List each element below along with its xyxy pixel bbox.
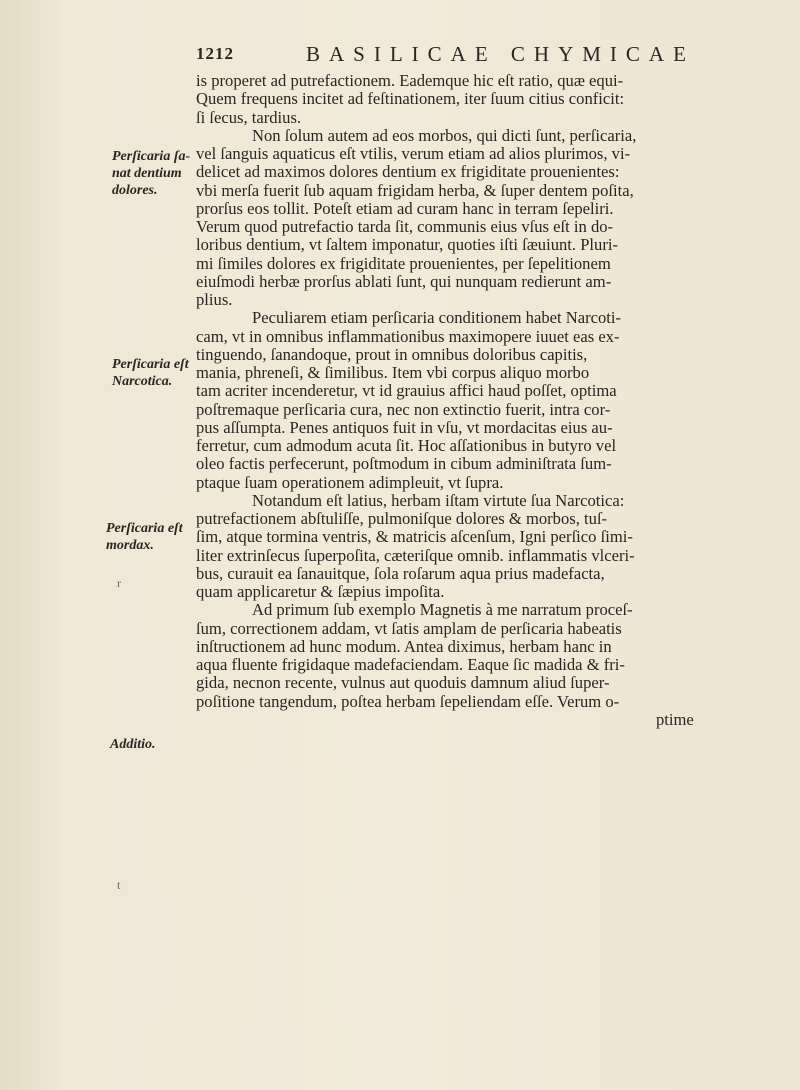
text-line: loribus dentium, vt ſaltem imponatur, quoties iſti ſæuiunt. Pluri- xyxy=(196,236,618,255)
stray-mark: t xyxy=(117,878,121,892)
text-line: cam, vt in omnibus inflammationibus maximopere iuuet eas ex- xyxy=(196,327,620,346)
text-line: prorſus eos tollit. Poteſt etiam ad curam hanc in terram ſepeliri. xyxy=(196,199,614,218)
paragraph-start-line: Non ſolum autem ad eos morbos, qui dicti ſunt, perſicaria, xyxy=(252,126,637,145)
text-line: aqua fluente frigidaque madefaciendam. Eaque ſic madida & fri- xyxy=(196,656,625,674)
text-line: pus aſſumpta. Penes antiquos fuit in vſu, vt mordacitas eius au- xyxy=(196,418,613,437)
text-line: Quem frequens incitet ad feſtinationem, iter ſuum citius conficit: xyxy=(196,90,625,109)
paragraph-start-line: Ad primum ſub exemplo Magnetis à me narratum proceſ- xyxy=(252,601,633,620)
text-line: is properet ad putrefactionem. Eademque hic eſt ratio, quæ equi- xyxy=(196,72,624,90)
text-line: gida, necnon recente, vulnus aut quoduis damnum aliud ſuper- xyxy=(196,674,610,693)
text-line: tinguendo, ſanandoque, prout in omnibus doloribus capitis, xyxy=(196,345,588,364)
text-line: oleo factis perfecerunt, poſtmodum in cibum adminiſtrata ſum- xyxy=(196,455,612,474)
text-line: mania, phreneſi, & ſimilibus. Item vbi corpus aliquo morbo xyxy=(196,364,590,382)
text-line: plius. xyxy=(196,291,233,309)
margin-note-dentium: Perſicaria ſa- nat dentium dolores. xyxy=(112,149,191,198)
text-line: mi ſimiles dolores ex frigiditate prouenientes, per ſepelitionem xyxy=(196,254,611,273)
text-line: vbi merſa fuerit ſub aquam frigidam herba, & ſuper dentem poſita, xyxy=(196,181,634,200)
text-line: tam acriter incenderetur, vt id grauius affici haud poſſet, optima xyxy=(196,382,617,401)
margin-note-additio: Additio. xyxy=(110,737,156,752)
text-line: delicet ad maximos dolores dentium ex frigiditate prouenientes: xyxy=(196,163,620,182)
text-line: liter extrinſecus ſuperpoſita, cæteriſque omnib. inflammatis vlceri- xyxy=(196,546,635,565)
margin-note-narcotica: Perſicaria eſt Narcotica. xyxy=(112,357,189,389)
text-line: inſtructionem ad hunc modum. Antea diximus, herbam hanc in xyxy=(196,637,612,656)
text-line: poſitione tangendum, poſtea herbam ſepeliendam eſſe. Verum o- xyxy=(196,692,620,711)
running-title: BASILICAE CHYMICAE xyxy=(306,42,695,66)
text-line: quam applicaretur & ſæpius impoſita. xyxy=(196,583,445,601)
text-line: Verum quod putrefactio tarda ſit, communis eius vſus eſt in do- xyxy=(196,218,614,236)
text-line: ſum, correctionem addam, vt ſatis amplam de perſicaria habeatis xyxy=(196,619,622,638)
text-line: putrefactionem abſtuliſſe, pulmoniſque dolores & morbos, tuſ- xyxy=(196,510,608,528)
text-line: bus, curauit ea ſanauitque, ſola roſarum aqua prius madefacta, xyxy=(196,564,605,583)
text-line: ſi ſecus, tardius. xyxy=(196,108,302,127)
page-header xyxy=(196,42,796,72)
body-text xyxy=(196,72,782,729)
stray-mark: r xyxy=(117,576,121,590)
page-number: 1212 xyxy=(196,44,234,63)
text-line: vel ſanguis aquaticus eſt vtilis, verum etiam ad alios plurimos, vi- xyxy=(196,145,631,163)
text-line: poſtremaque perſicaria cura, nec non extinctio fuerit, intra cor- xyxy=(196,400,611,419)
paragraph-start-line: Peculiarem etiam perſicaria conditionem habet Narcoti- xyxy=(252,309,622,328)
margin-note-mordax: Perſicaria eſt mordax. xyxy=(106,521,183,553)
paragraph-start-line: Notandum eſt latius, herbam iſtam virtute ſua Narcotica: xyxy=(252,491,625,510)
text-line: eiuſmodi herbæ prorſus ablati ſunt, qui nunquam redierunt am- xyxy=(196,272,612,291)
catchword: ptime xyxy=(656,710,694,729)
text-line: ptaque ſuam operationem adimpleuit, vt ſupra. xyxy=(196,473,504,492)
text-line: ferretur, cum admodum acuta ſit. Hoc aſſationibus in butyro vel xyxy=(196,437,617,455)
text-line: ſim, atque tormina ventris, & matricis aſcenſum, Igni perſico ſimi- xyxy=(196,528,633,547)
